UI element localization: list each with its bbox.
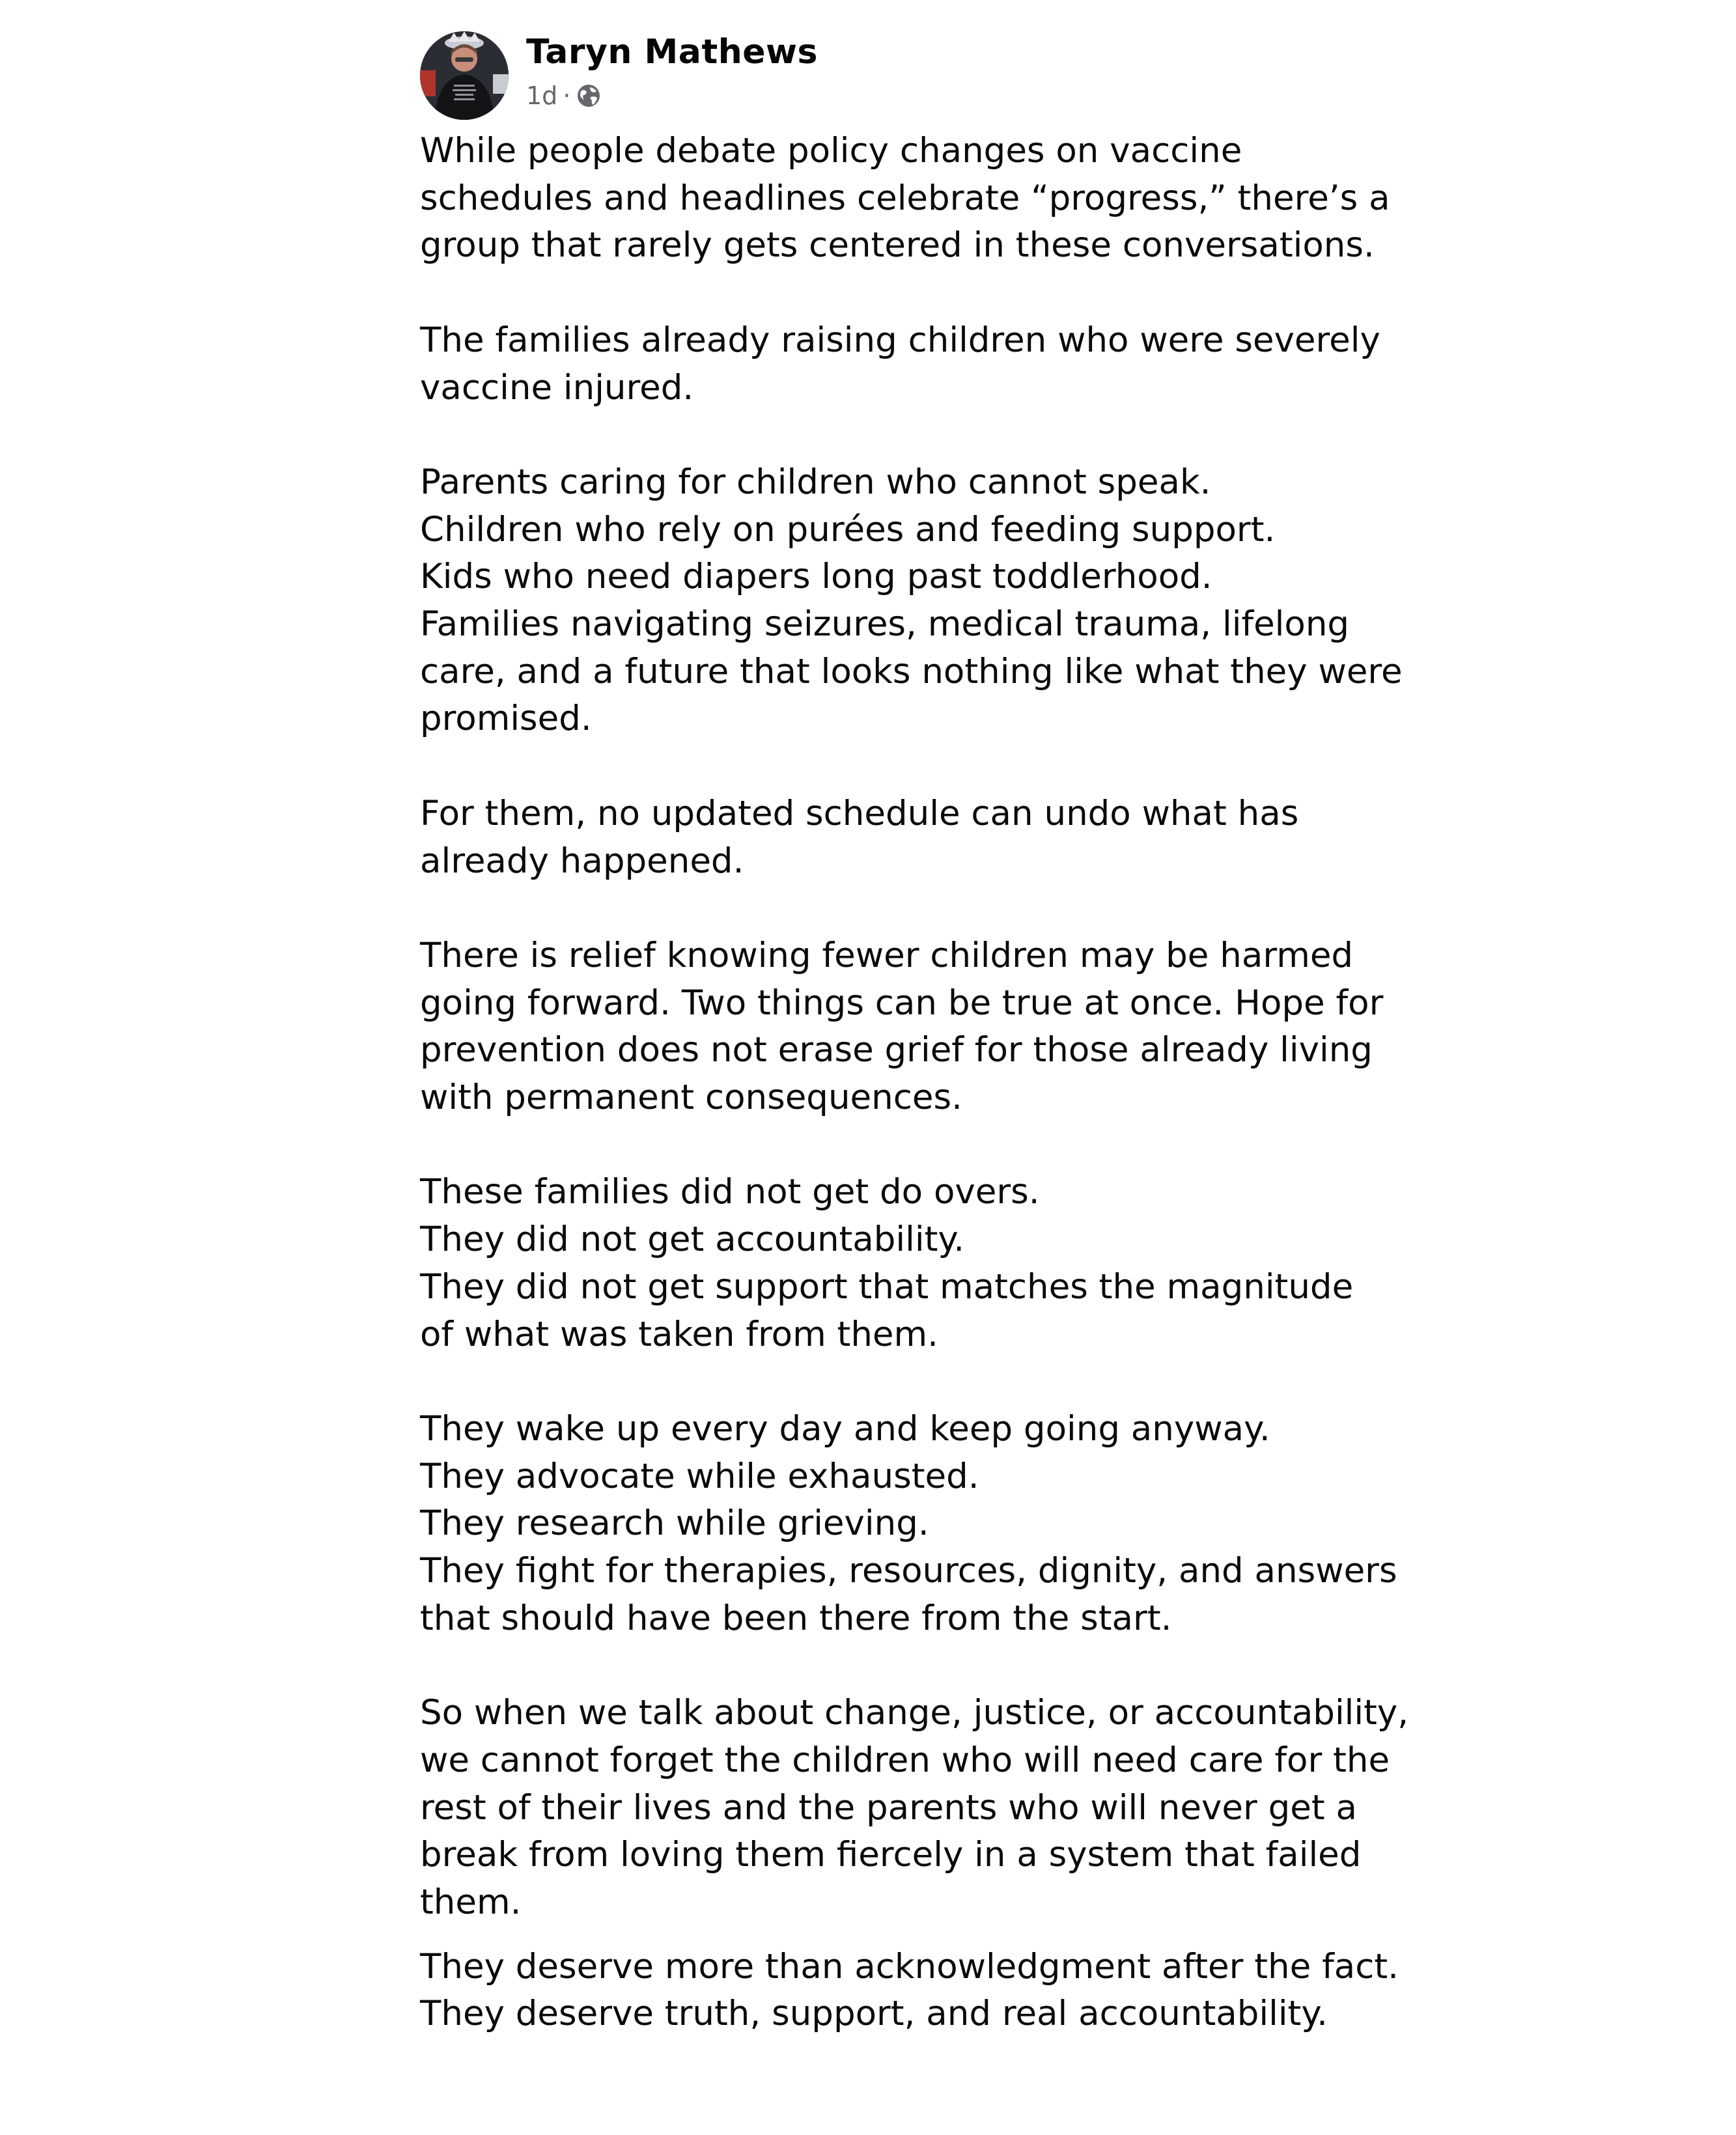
post-text-line: schedules and headlines celebrate “progress,” there’s a — [420, 178, 1390, 218]
post-text-line: They deserve more than acknowledgment after the fact. — [420, 1946, 1399, 1987]
post-text-line: For them, no updated schedule can undo what has — [420, 793, 1299, 833]
avatar-photo — [420, 31, 509, 120]
post-text-line: They deserve truth, support, and real accountability. — [420, 1994, 1328, 2034]
paragraph-spacer — [420, 1122, 1371, 1169]
avatar[interactable] — [420, 31, 509, 120]
post-text-line: vaccine injured. — [420, 367, 694, 408]
author-name[interactable]: Taryn Mathews — [526, 33, 818, 72]
paragraph-spacer — [420, 270, 1371, 317]
post-paragraph — [420, 128, 1390, 270]
post-text-line: care, and a future that looks nothing like what they were — [420, 651, 1403, 691]
post-text-line: Children who rely on purées and feeding support. — [420, 509, 1276, 550]
post-text-line: we cannot forget the children who will need care for the — [420, 1740, 1390, 1780]
post-paragraph — [420, 790, 1371, 885]
post-text-line: They fight for therapies, resources, dignity, and answers — [420, 1551, 1397, 1591]
post-text-line: already happened. — [420, 841, 744, 881]
post-text-line: with permanent consequences. — [420, 1078, 962, 1117]
post-text-line: These families did not get do overs. — [420, 1172, 1040, 1212]
post-text-line: going forward. Two things can be true at once. Hope for — [420, 983, 1384, 1023]
post-paragraph — [420, 1169, 1371, 1358]
post-text-line: of what was taken from them. — [420, 1314, 939, 1354]
post-body — [420, 128, 1409, 2038]
post-paragraph — [420, 317, 1380, 412]
post-text-line: The families already raising children who were severely — [420, 320, 1380, 360]
post-text-line: Families navigating seizures, medical trauma, lifelong — [420, 604, 1350, 644]
post-timestamp[interactable]: 1d — [526, 81, 558, 110]
post-text-line: Parents caring for children who cannot speak. — [420, 462, 1211, 502]
post-text-line: They research while grieving. — [420, 1503, 929, 1544]
paragraph-spacer — [420, 1642, 1371, 1690]
paragraph-spacer — [420, 885, 1371, 932]
post-text-line: They wake up every day and keep going anyway. — [420, 1408, 1270, 1449]
paragraph-spacer — [420, 1927, 1371, 1944]
post-text-line: promised. — [420, 699, 592, 739]
post-text-line: prevention does not erase grief for those already living — [420, 1030, 1373, 1070]
post-text-line: Kids who need diapers long past toddlerhood. — [420, 557, 1212, 597]
facebook-post — [420, 31, 1409, 2034]
post-paragraph — [420, 932, 1384, 1122]
post-text-line: They advocate while exhausted. — [420, 1456, 979, 1496]
globe-icon[interactable] — [576, 83, 602, 109]
post-paragraph — [420, 1406, 1397, 1643]
post-text-line: them. — [420, 1882, 522, 1922]
post-text-line: There is relief knowing fewer children may be harmed — [420, 935, 1354, 975]
post-text-line: that should have been there from the start. — [420, 1598, 1172, 1638]
post-paragraph — [420, 459, 1403, 743]
post-paragraph — [420, 1690, 1409, 1927]
post-text-line: rest of their lives and the parents who will never get a — [420, 1787, 1357, 1828]
post-text-line: While people debate policy changes on vaccine — [420, 131, 1242, 171]
meta-separator: · — [563, 81, 571, 110]
post-text-line: So when we talk about change, justice, or accountability, — [420, 1693, 1409, 1733]
post-meta — [526, 79, 602, 112]
paragraph-spacer — [420, 1358, 1371, 1406]
post-text-line: group that rarely gets centered in these conversations. — [420, 225, 1375, 266]
post-text-line: break from loving them fiercely in a system that failed — [420, 1835, 1362, 1875]
post-text-line: They did not get support that matches the magnitude — [420, 1266, 1354, 1307]
paragraph-spacer — [420, 412, 1371, 459]
post-text-line: They did not get accountability. — [420, 1220, 965, 1260]
post-header — [420, 31, 1371, 129]
post-paragraph — [420, 1944, 1399, 2038]
paragraph-spacer — [420, 743, 1371, 790]
